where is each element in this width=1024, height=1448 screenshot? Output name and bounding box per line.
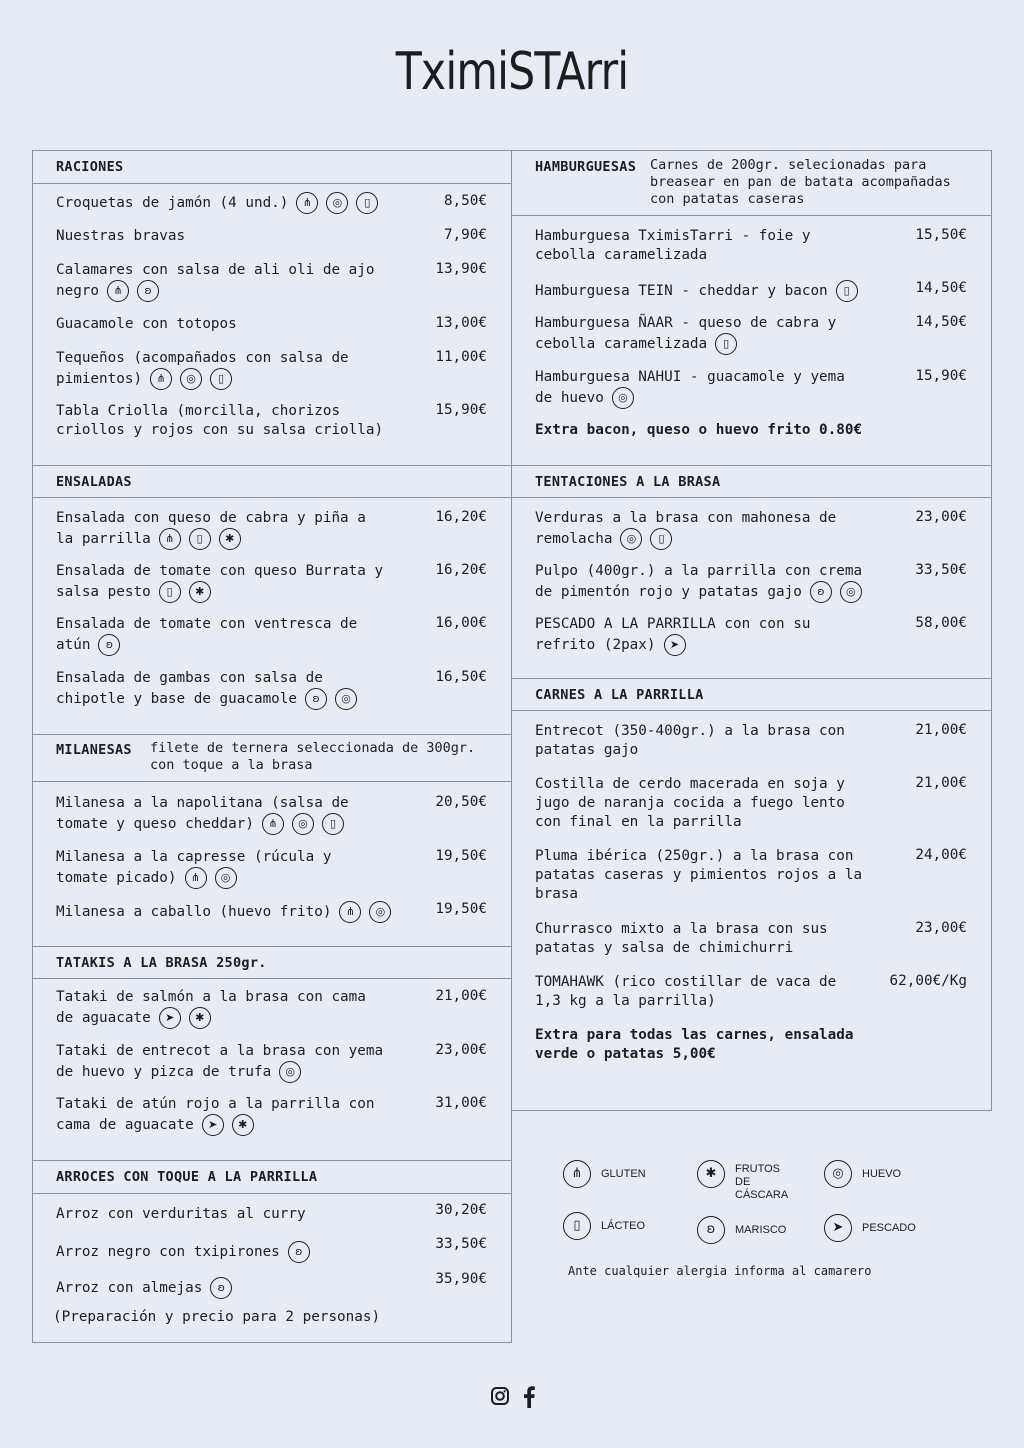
section-header-hamburguesas <box>512 151 991 216</box>
menu-item-price: 35,90€ <box>435 1271 487 1287</box>
milk-icon: ▯ <box>322 813 344 835</box>
section-title: TENTACIONES A LA BRASA <box>535 474 721 490</box>
egg-icon: ◎ <box>292 813 314 835</box>
nut-icon: ✱ <box>189 581 211 603</box>
egg-icon: ◎ <box>620 528 642 550</box>
menu-item: Milanesa a la napolitana (salsa de tomate y queso cheddar) ⋔ ◎ ▯ <box>56 794 349 835</box>
menu-item-price: 16,00€ <box>435 615 487 631</box>
milk-icon: ▯ <box>836 280 858 302</box>
menu-item-price: 16,50€ <box>435 669 487 685</box>
menu-item: Churrasco mixto a la brasa con sus patatas y salsa de chimichurri <box>535 921 828 956</box>
instagram-icon[interactable] <box>490 1386 510 1411</box>
legend-label: FRUTOS DE CÁSCARA <box>735 1163 789 1201</box>
legend-label: LÁCTEO <box>601 1220 646 1232</box>
menu-item: Costilla de cerdo macerada en soja y jugo de naranja cocida a fuego lento con final en la parrilla <box>535 776 845 830</box>
menu-item-price: 23,00€ <box>435 1042 487 1058</box>
egg-icon: ◎ <box>215 867 237 889</box>
menu-item: Tataki de entrecot a la brasa con yema de huevo y pizca de trufa ◎ <box>56 1042 383 1083</box>
left-menu-column <box>32 150 512 1343</box>
allergy-note: Ante cualquier alergia informa al camarero <box>568 1264 872 1278</box>
egg-icon: ◎ <box>180 368 202 390</box>
section-header-raciones <box>33 151 511 184</box>
wheat-icon: ⋔ <box>262 813 284 835</box>
menu-item-price: 16,20€ <box>435 509 487 525</box>
menu-item-price: 15,90€ <box>915 368 967 384</box>
egg-icon: ◎ <box>326 192 348 214</box>
egg-icon: ◎ <box>335 688 357 710</box>
menu-item: Verduras a la brasa con mahonesa de remolacha ◎ ▯ <box>535 509 836 550</box>
milk-icon: ▯ <box>356 192 378 214</box>
section-title: CARNES A LA PARRILLA <box>535 687 704 703</box>
menu-item: Entrecot (350-400gr.) a la brasa con patatas gajo <box>535 723 845 758</box>
menu-item-price: 13,00€ <box>435 315 487 331</box>
menu-item-price: 14,50€ <box>915 280 967 296</box>
menu-item-price: 21,00€ <box>915 722 967 738</box>
wheat-icon: ⋔ <box>159 528 181 550</box>
legend-pescado <box>824 1214 916 1242</box>
menu-item: Tabla Criolla (morcilla, chorizos criollos y rojos con su salsa criolla) <box>56 403 384 438</box>
menu-item: Arroz con almejas ʚ <box>56 1277 232 1299</box>
menu-item-price: 8,50€ <box>443 193 487 209</box>
menu-item: Guacamole con totopos <box>56 316 237 332</box>
fish-icon: ➤ <box>159 1007 181 1029</box>
section-title: TATAKIS A LA BRASA 250gr. <box>56 955 267 971</box>
nut-icon: ✱ <box>232 1114 254 1136</box>
shrimp-icon: ʚ <box>697 1216 725 1244</box>
menu-item: PESCADO A LA PARRILLA con con su refrito (2pax) ➤ <box>535 615 810 656</box>
restaurant-logo: TximiSTArri <box>395 42 629 102</box>
section-title: HAMBURGUESAS <box>535 159 637 175</box>
egg-icon: ◎ <box>279 1061 301 1083</box>
legend-lacteo <box>563 1212 646 1240</box>
right-menu-column <box>511 150 992 1111</box>
menu-item: Ensalada de tomate con queso Burrata y salsa pesto ▯ ✱ <box>56 562 383 603</box>
section-header-tentaciones <box>512 465 991 498</box>
milk-icon: ▯ <box>650 528 672 550</box>
menu-item-price: 62,00€/Kg <box>889 973 967 989</box>
wheat-icon: ⋔ <box>296 192 318 214</box>
menu-item: Hamburguesa NAHUI - guacamole y yema de huevo ◎ <box>535 368 845 409</box>
legend-frutos <box>697 1160 789 1201</box>
menu-item-price: 21,00€ <box>915 775 967 791</box>
shrimp-icon: ʚ <box>137 280 159 302</box>
wheat-icon: ⋔ <box>563 1160 591 1188</box>
menu-item: Pulpo (400gr.) a la parrilla con crema de pimentón rojo y patatas gajo ʚ ◎ <box>535 562 862 603</box>
menu-item: Arroz con verduritas al curry <box>56 1206 306 1222</box>
menu-item-price: 33,50€ <box>435 1236 487 1252</box>
legend-label: GLUTEN <box>601 1168 646 1180</box>
menu-item: Hamburguesa ÑAAR - queso de cabra y cebolla caramelizada ▯ <box>535 314 836 355</box>
extra-note: Extra para todas las carnes, ensalada verde o patatas 5,00€ <box>535 1027 854 1062</box>
menu-item: Ensalada de gambas con salsa de chipotle y base de guacamole ʚ ◎ <box>56 669 357 710</box>
milk-icon: ▯ <box>715 333 737 355</box>
section-header-ensaladas <box>33 465 511 498</box>
fish-icon: ➤ <box>202 1114 224 1136</box>
menu-item: Ensalada de tomate con ventresca de atún ʚ <box>56 615 357 656</box>
menu-item: Arroz negro con txipirones ʚ <box>56 1241 310 1263</box>
menu-item: Milanesa a caballo (huevo frito) ⋔ ◎ <box>56 901 391 923</box>
nut-icon: ✱ <box>219 528 241 550</box>
shrimp-icon: ʚ <box>288 1241 310 1263</box>
legend-marisco <box>697 1216 787 1244</box>
menu-item-price: 21,00€ <box>435 988 487 1004</box>
menu-item-price: 14,50€ <box>915 314 967 330</box>
milk-icon: ▯ <box>210 368 232 390</box>
menu-item: Pluma ibérica (250gr.) a la brasa con patatas caseras y pimientos rojos a la brasa <box>535 848 863 902</box>
menu-item: Hamburguesa TximisTarri - foie y cebolla caramelizada <box>535 228 811 263</box>
menu-item-price: 19,50€ <box>435 848 487 864</box>
shrimp-icon: ʚ <box>305 688 327 710</box>
menu-item: TOMAHAWK (rico costillar de vaca de 1,3 kg a la parrilla) <box>535 974 837 1009</box>
wheat-icon: ⋔ <box>150 368 172 390</box>
nut-icon: ✱ <box>697 1160 725 1188</box>
wheat-icon: ⋔ <box>185 867 207 889</box>
menu-item-price: 19,50€ <box>435 901 487 917</box>
milk-icon: ▯ <box>159 581 181 603</box>
menu-item-price: 23,00€ <box>915 920 967 936</box>
section-title: ARROCES CON TOQUE A LA PARRILLA <box>56 1169 318 1185</box>
milk-icon: ▯ <box>563 1212 591 1240</box>
menu-item: Ensalada con queso de cabra y piña a la parrilla ⋔ ▯ ✱ <box>56 509 366 550</box>
menu-item: Calamares con salsa de ali oli de ajo negro ⋔ ʚ <box>56 261 374 302</box>
shrimp-icon: ʚ <box>210 1277 232 1299</box>
section-title: RACIONES <box>56 159 124 175</box>
section-header-carnes <box>512 678 991 711</box>
menu-item-price: 7,90€ <box>443 227 487 243</box>
egg-icon: ◎ <box>840 581 862 603</box>
menu-item: Croquetas de jamón (4 und.) ⋔ ◎ ▯ <box>56 192 378 214</box>
nut-icon: ✱ <box>189 1007 211 1029</box>
legend-huevo <box>824 1160 902 1188</box>
menu-item-price: 20,50€ <box>435 794 487 810</box>
menu-item: Tequeños (acompañados con salsa de pimientos) ⋔ ◎ ▯ <box>56 349 349 390</box>
facebook-icon[interactable] <box>522 1386 536 1413</box>
wheat-icon: ⋔ <box>339 901 361 923</box>
menu-item: Tataki de salmón a la brasa con cama de aguacate ➤ ✱ <box>56 988 366 1029</box>
menu-note: (Preparación y precio para 2 personas) <box>53 1309 381 1325</box>
menu-item-price: 15,90€ <box>435 402 487 418</box>
menu-item-price: 16,20€ <box>435 562 487 578</box>
legend-label: PESCADO <box>862 1222 916 1234</box>
menu-item-price: 30,20€ <box>435 1202 487 1218</box>
legend-gluten <box>563 1160 646 1188</box>
menu-item-price: 33,50€ <box>915 562 967 578</box>
menu-item-price: 15,50€ <box>915 227 967 243</box>
section-header-arroces <box>33 1160 511 1194</box>
shrimp-icon: ʚ <box>810 581 832 603</box>
section-header-milanesas <box>33 734 511 782</box>
menu-item-price: 23,00€ <box>915 509 967 525</box>
milk-icon: ▯ <box>189 528 211 550</box>
extra-note: Extra bacon, queso o huevo frito 0.80€ <box>535 422 863 438</box>
menu-item-price: 58,00€ <box>915 615 967 631</box>
menu-item: Milanesa a la capresse (rúcula y tomate picado) ⋔ ◎ <box>56 848 331 889</box>
menu-item: Nuestras bravas <box>56 228 186 244</box>
legend-label: HUEVO <box>862 1168 902 1180</box>
fish-icon: ➤ <box>664 634 686 656</box>
section-subtitle: filete de ternera seleccionada de 300gr. con toque a la brasa <box>150 740 476 773</box>
fish-icon: ➤ <box>824 1214 852 1242</box>
shrimp-icon: ʚ <box>98 634 120 656</box>
menu-item: Hamburguesa TEIN - cheddar y bacon ▯ <box>535 280 858 302</box>
egg-icon: ◎ <box>369 901 391 923</box>
section-title: MILANESAS <box>56 742 132 758</box>
menu-item: Tataki de atún rojo a la parrilla con cama de aguacate ➤ ✱ <box>56 1095 374 1136</box>
menu-item-price: 13,90€ <box>435 261 487 277</box>
legend-label: MARISCO <box>735 1224 787 1236</box>
section-subtitle: Carnes de 200gr. selecionadas para breasear en pan de batata acompañadas con patatas caseras <box>650 157 951 207</box>
section-title: ENSALADAS <box>56 474 132 490</box>
egg-icon: ◎ <box>612 387 634 409</box>
section-header-tatakis <box>33 946 511 979</box>
menu-item-price: 24,00€ <box>915 847 967 863</box>
menu-item-price: 11,00€ <box>435 349 487 365</box>
wheat-icon: ⋔ <box>107 280 129 302</box>
menu-item-price: 31,00€ <box>435 1095 487 1111</box>
egg-icon: ◎ <box>824 1160 852 1188</box>
